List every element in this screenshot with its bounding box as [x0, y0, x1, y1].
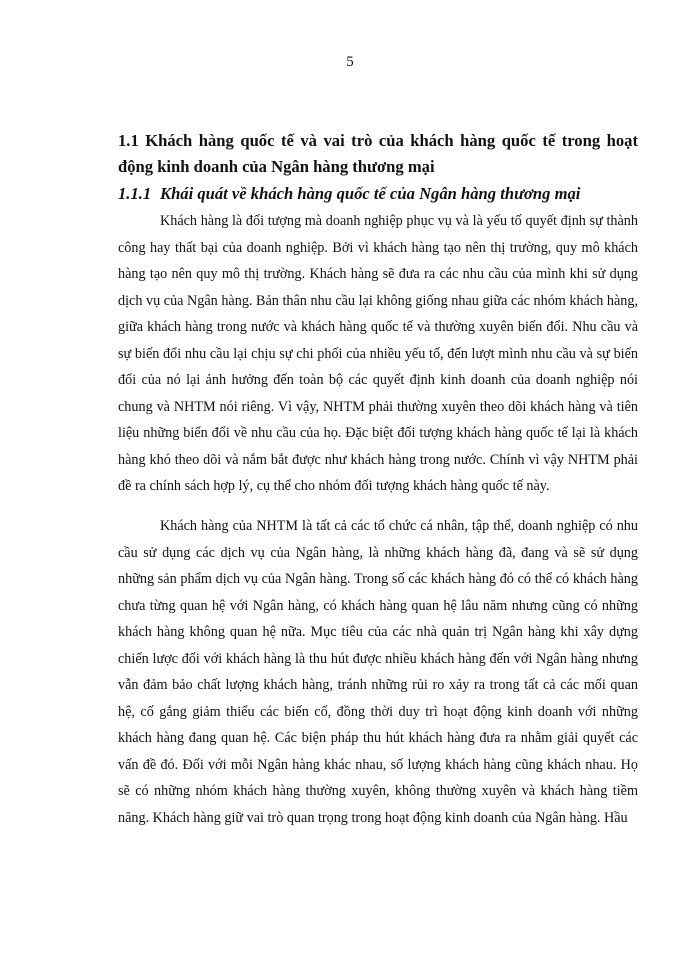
- subsection-number: 1.1.1: [118, 184, 152, 203]
- page-number: 5: [346, 54, 354, 70]
- subsection-title: Khái quát về khách hàng quốc tế của Ngân hàng thương mại: [160, 184, 581, 203]
- paragraph: Khách hàng là đối tượng mà doanh nghiệp phục vụ và là yếu tố quyết định sự thành công hay thất bại của doanh nghiệp. Bởi vì khách hàng tạo nên thị trường, quy mô khách hàng tạo nên quy mô thị trường. Khách hàng sẽ đưa ra các nhu cầu của mình khi sử dụng dịch vụ của Ngân hàng. Bản thân nhu cầu lại không giống nhau giữa các nhóm khách hàng, giữa khách hàng trong nước và khách hàng quốc tế và thường xuyên biến đổi. Nhu cầu và sự biến đổi nhu cầu lại chịu sự chi phối của nhiều yếu tố, đến lượt mình nhu cầu và sự biến đổi của nó lại ảnh hưởng đến toàn bộ các quyết định kinh doanh của doanh nghiệp nói chung và NHTM nói riêng. Vì vậy, NHTM phải thường xuyên theo dõi khách hàng và tiên liệu những biến đổi về nhu cầu của họ. Đặc biệt đối tượng khách hàng quốc tế lại là khách hàng khó theo dõi và nắm bắt được như khách hàng trong nước. Chính vì vậy NHTM phải đề ra chính sách hợp lý, cụ thể cho nhóm đối tượng khách hàng quốc tế này.: [118, 213, 638, 494]
- section-heading: 1.1 Khách hàng quốc tế và vai trò của khách hàng quốc tế trong hoạt động kinh doanh của Ngân hàng thương mại: [118, 131, 638, 176]
- paragraph: Khách hàng của NHTM là tất cả các tổ chức cá nhân, tập thể, doanh nghiệp có nhu cầu sử dụng các dịch vụ của Ngân hàng, là những khách hàng đã, đang và sẽ sử dụng những sản phẩm dịch vụ của Ngân hàng. Trong số các khách hàng đó có thể có khách hàng chưa từng quan hệ với Ngân hàng, có khách hàng quan hệ lâu năm nhưng cũng có những khách hàng không quan hệ nữa. Mục tiêu của các nhà quản trị Ngân hàng khi xây dựng chiến lược đối với khách hàng là thu hút được nhiều khách hàng đến với Ngân hàng nhưng vẫn đảm bảo chất lượng khách hàng, tránh những rủi ro xảy ra trong tất cả các mối quan hệ, cố gắng giảm thiểu các biến cố, đồng thời duy trì hoạt động kinh doanh với những khách hàng đang quan hệ. Các biện pháp thu hút khách hàng đưa ra nhằm giải quyết các vấn đề đó. Đối với mỗi Ngân hàng khác nhau, số lượng khách hàng cũng khách nhau. Họ sẽ có những nhóm khách hàng thường xuyên, không thường xuyên và khách hàng tiềm năng. Khách hàng giữ vai trò quan trọng trong hoạt động kinh doanh của Ngân hàng. Hầu: [118, 518, 638, 826]
- subsection-heading: [118, 181, 638, 207]
